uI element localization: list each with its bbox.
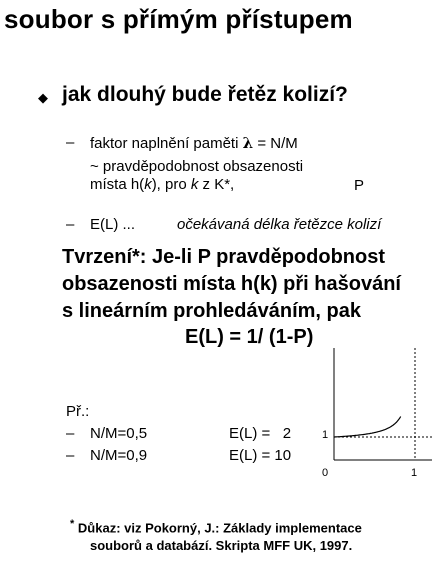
claim-line-3: s lineárním prohledáváním, pak	[62, 300, 361, 322]
example-input-1: N/M=0,5	[90, 425, 148, 442]
expectation-description: očekávaná délka řetězce kolizí	[177, 216, 382, 233]
dash-marker: –	[66, 134, 75, 151]
lambda-symbol: λ	[242, 134, 254, 152]
expectation-label: E(L) ...	[90, 216, 136, 233]
approx-line-2-mid: ), pro	[151, 176, 187, 193]
graph-curve	[334, 417, 401, 438]
approx-var-k: k	[144, 176, 152, 193]
footnote-star: *	[70, 518, 75, 530]
approx-line-1: ~ pravděpodobnost obsazenosti	[90, 158, 304, 175]
claim-line-1: Tvrzení*: Je-li P pravděpodobnost	[62, 246, 386, 268]
graph-x-tick-0: 0	[322, 467, 329, 479]
example-input-2: N/M=0,9	[90, 447, 148, 464]
footnote-line-2: souborů a databází. Skripta MFF UK, 1997.	[90, 538, 353, 553]
graph-y-tick-1: 1	[322, 429, 329, 441]
diamond-bullet-icon: ◆	[38, 90, 48, 105]
load-factor-prefix: faktor naplnění paměti	[90, 135, 239, 152]
approx-var-k2: k	[190, 176, 199, 193]
dash-marker: –	[66, 447, 75, 464]
example-result-2: E(L) = 10	[229, 447, 292, 464]
example-result-1: E(L) = 2	[229, 425, 292, 442]
approx-line-2	[90, 176, 234, 193]
load-factor-suffix: = N/M	[257, 135, 298, 152]
load-factor-line	[90, 134, 298, 152]
approx-line-2-suffix: z K*,	[202, 176, 235, 193]
dash-marker: –	[66, 425, 75, 442]
probability-p: P	[354, 177, 365, 194]
page-title: soubor s přímým přístupem	[4, 4, 353, 34]
main-question: jak dlouhý bude řetěz kolizí?	[62, 83, 348, 106]
approx-line-2-prefix: místa h(	[90, 176, 145, 193]
example-label: Př.:	[66, 403, 90, 420]
dash-marker: –	[66, 216, 75, 233]
formula: E(L) = 1/ (1-P)	[185, 326, 314, 348]
footnote-text-1: Důkaz: viz Pokorný, J.: Základy implementace	[77, 520, 362, 536]
graph-x-tick-1: 1	[411, 467, 418, 479]
expected-length-graph	[300, 345, 437, 485]
claim-line-2: obsazenosti místa h(k) při hašování	[62, 273, 401, 295]
